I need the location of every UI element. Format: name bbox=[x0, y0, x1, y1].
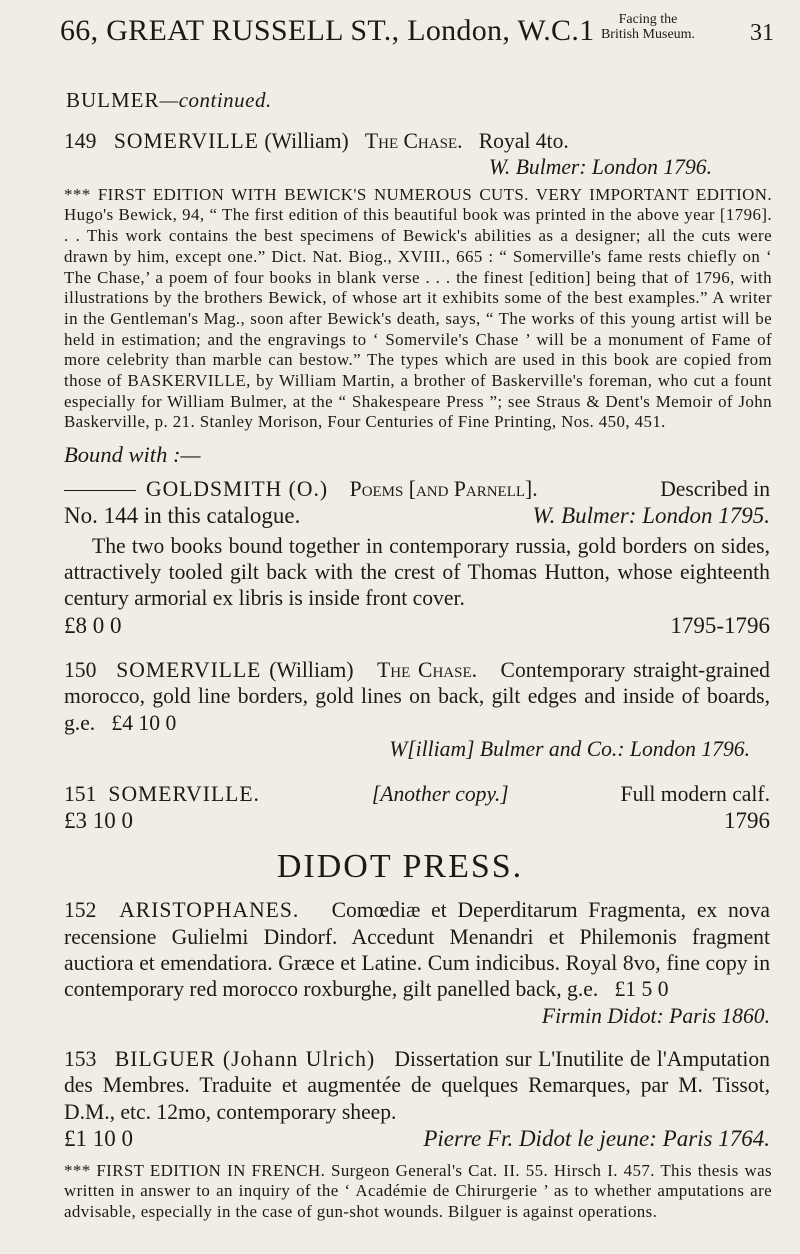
didot-press-heading: DIDOT PRESS. bbox=[276, 848, 524, 886]
lot-description: Contemporary straight-grained morocco, gold line borders, gold lines on back, gilt edges and inside of boards, g.e. bbox=[64, 657, 770, 735]
location-note-line2: British Museum. bbox=[600, 27, 696, 42]
lot-imprint: W. Bulmer: London 1796. bbox=[488, 155, 712, 180]
lot-149-heading bbox=[64, 128, 770, 181]
lot-imprint: W[illiam] Bulmer and Co.: London 1796. bbox=[389, 736, 750, 761]
location-note-line1: Facing the bbox=[618, 12, 678, 27]
lot-date: 1796 bbox=[724, 808, 770, 834]
lot-author: SOMERVILLE. bbox=[108, 781, 260, 806]
bound-description: The two books bound together in contemporary russia, gold borders on sides, attractively tooled gilt back with the crest of Thomas Hutton, whose eighteenth century armorial ex libris is inside front cover. bbox=[64, 533, 770, 611]
lot-description: Dissertation sur L'Inutilite de l'Amputation des Membres. Traduite et augmentée de quelques Remarques, par M. Tissot, D.M., etc. 12mo, contemporary sheep. bbox=[64, 1046, 770, 1124]
lot-152 bbox=[64, 897, 770, 1029]
lot-binding: Full modern calf. bbox=[620, 781, 770, 806]
lot-number: 151 bbox=[64, 781, 97, 806]
lot-price: £3 10 0 bbox=[64, 808, 133, 834]
lot-copy: [Another copy.] bbox=[371, 781, 509, 806]
bound-reference: No. 144 in this catalogue. bbox=[64, 502, 301, 528]
page-header bbox=[60, 10, 780, 66]
bound-described: Described in bbox=[660, 476, 770, 501]
address-heading: 66, GREAT RUSSELL ST., London, W.C.1 bbox=[60, 14, 595, 47]
lot-format: Royal 4to. bbox=[478, 129, 569, 153]
page-number: 31 bbox=[750, 20, 774, 46]
lot-forename: (William) bbox=[269, 657, 354, 682]
section-continued: —continued. bbox=[159, 88, 272, 112]
lot-150 bbox=[64, 657, 770, 762]
lot-description: Comœdiæ et Deperditarum Fragmenta, ex nova recensione Gulielmi Dindorf. Accedunt Menandri et Philemonis fragment auctiora et emendatiora. Græce et Latine. Cum indicibus. Royal 8vo, fine copy in contemporary red morocco roxburghe, gilt panelled back, g.e. bbox=[64, 898, 770, 1002]
lot-price: £1 5 0 bbox=[614, 977, 669, 1002]
lot-author: SOMERVILLE bbox=[116, 657, 262, 682]
lot-number: 149 bbox=[64, 129, 97, 153]
bound-with-label: Bound with :— bbox=[64, 442, 201, 468]
lot-imprint: Firmin Didot: Paris 1860. bbox=[541, 1003, 770, 1028]
lot-author: SOMERVILLE bbox=[113, 129, 259, 153]
section-heading bbox=[66, 88, 272, 113]
lot-149-note: *** FIRST EDITION WITH BEWICK'S NUMEROUS CUTS. VERY IMPORTANT EDITION. Hugo's Bewick, 94, “ The first edition of this beautiful book was printed in the above year [1796]. . . This work contains the best specimens of Bewick's abilities as a designer; all the cuts were drawn by him, except one.” Dict. Nat. Biog., XVIII., 665 : “ Somerville's fame rests chiefly on ‘ The Chase,’ a poem of four books in blank verse . . . the finest [edition] being that of 1796, with illustrations by the brothers Bewick, of whose art it exhibits some of the best examples.” A writer in the Gentleman's Mag., soon after Bewick's death, says, “ The works of this young artist will be held in estimation; and the engravings to ‘ Somervile's Chase ’ will be a monument of Fame of more celebrity than marble can bestow.” The types which are used in this book are copied from those of BASKERVILLE, by William Martin, a brother of Baskerville's foreman, who cut a fount especially for William Bulmer, at the “ Shakespeare Press ”; see Straus & Dent's Memoir of John Baskerville, p. 21. Stanley Morison, Four Centuries of Fine Printing, Nos. 450, 451. bbox=[64, 184, 772, 432]
lot-price: £4 10 0 bbox=[111, 710, 177, 735]
lot-number: 150 bbox=[64, 657, 97, 682]
lot-title: The Chase. bbox=[364, 129, 463, 153]
lot-153 bbox=[64, 1046, 770, 1153]
bound-imprint: W. Bulmer: London 1795. bbox=[532, 502, 770, 528]
lot-author: ARISTOPHANES. bbox=[119, 898, 300, 923]
ditto-dash bbox=[64, 490, 136, 491]
lot-number: 152 bbox=[64, 898, 97, 923]
bound-price: £8 0 0 bbox=[64, 612, 122, 638]
lot-151 bbox=[64, 781, 770, 835]
lot-author: BILGUER (Johann Ulrich) bbox=[114, 1046, 376, 1071]
lot-title: The Chase. bbox=[377, 657, 478, 682]
bound-dates: 1795-1796 bbox=[670, 612, 770, 638]
bound-title: Poems [and Parnell]. bbox=[349, 476, 538, 501]
lot-imprint: Pierre Fr. Didot le jeune: Paris 1764. bbox=[423, 1125, 770, 1151]
location-note bbox=[596, 12, 700, 42]
lot-forename: (William) bbox=[264, 129, 349, 153]
lot-price: £1 10 0 bbox=[64, 1125, 133, 1151]
lot-number: 153 bbox=[64, 1046, 97, 1071]
bound-with-entry bbox=[64, 476, 770, 640]
bound-author: GOLDSMITH (O.) bbox=[146, 476, 329, 501]
section-name: BULMER bbox=[66, 88, 160, 112]
lot-153-note: *** FIRST EDITION IN FRENCH. Surgeon General's Cat. II. 55. Hirsch I. 457. This thesis was written in answer to an inquiry of the ‘ Académie de Chirurgerie ’ as to whether amputations are advisable, especially in the case of gun-shot wounds. Bilguer is against operations. bbox=[64, 1160, 772, 1221]
